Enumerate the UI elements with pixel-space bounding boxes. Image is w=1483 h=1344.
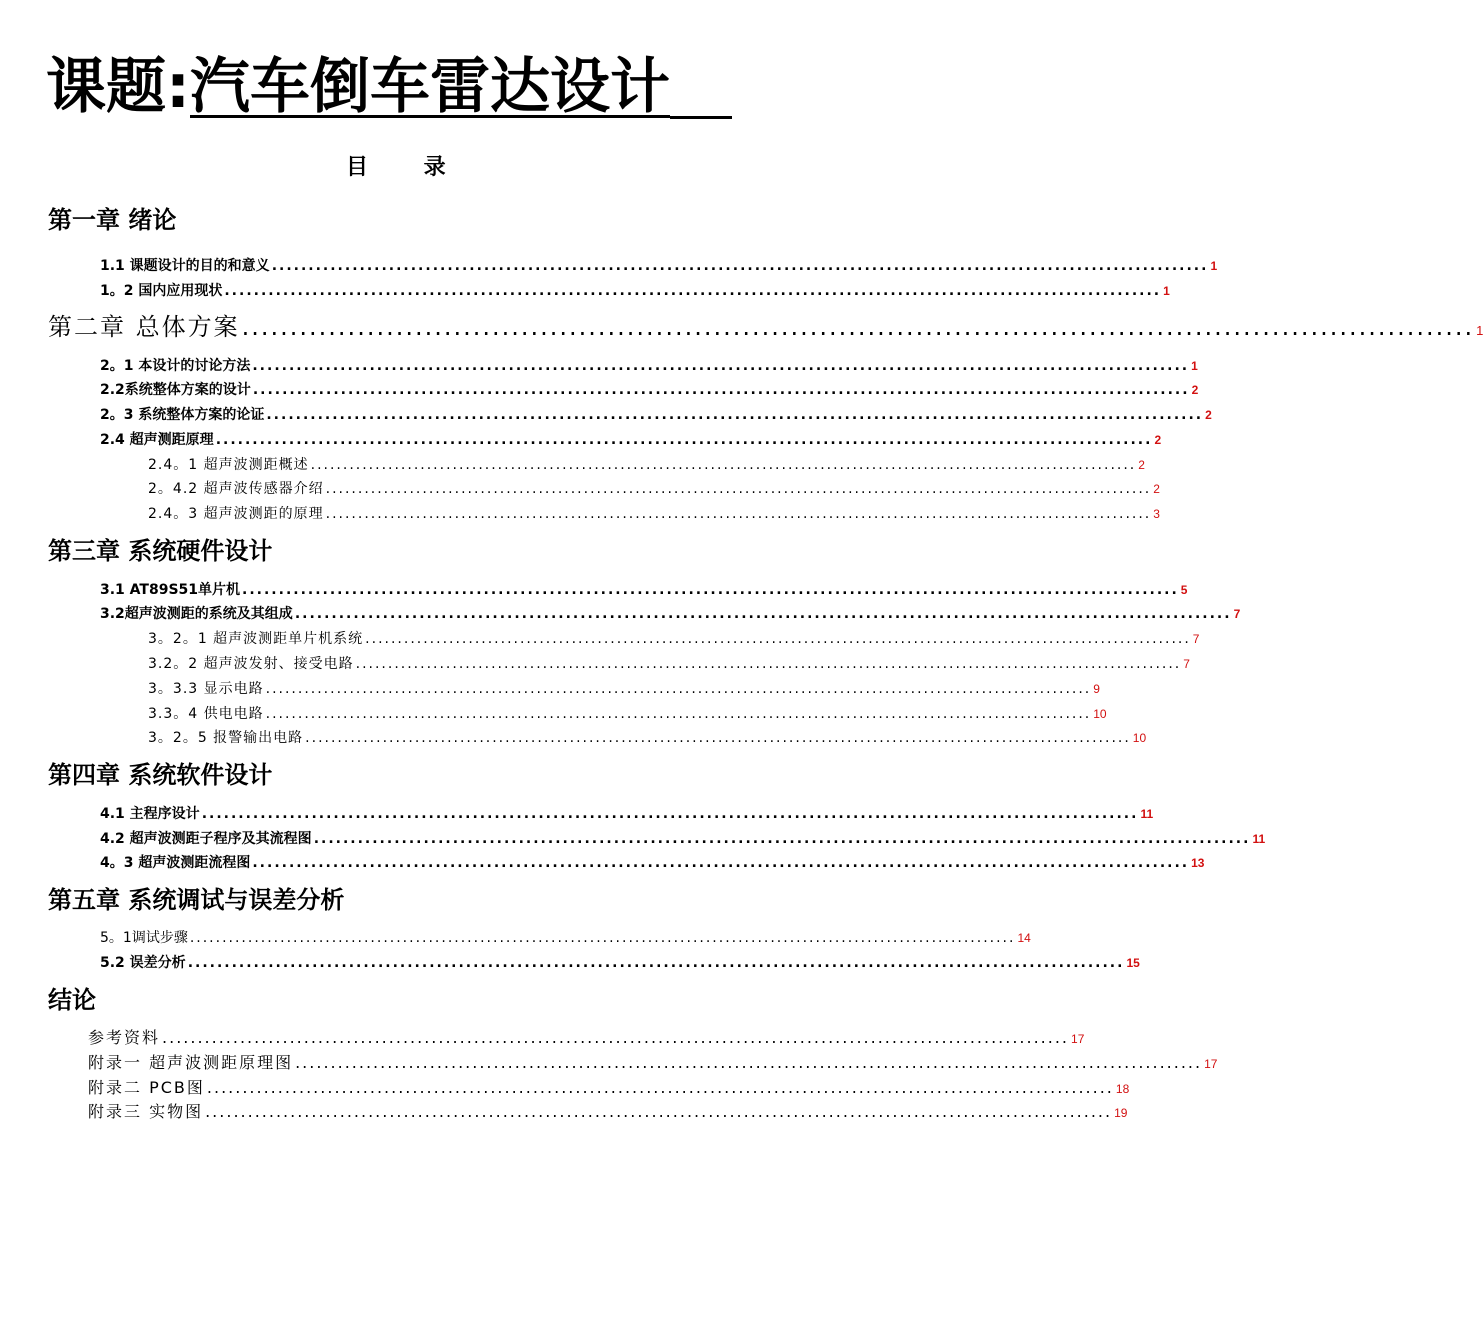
toc-page-number: 18 [1115, 1082, 1130, 1096]
conclusion-heading[interactable]: 结论 [48, 986, 96, 1014]
chapter-5-heading[interactable]: 第五章 系统调试与误差分析 [48, 886, 345, 914]
toc-entry-label: 2。3 系统整体方案的论证 [100, 407, 265, 423]
toc-page-number: 2 [1154, 433, 1162, 447]
toc-page-number: 7 [1192, 632, 1200, 646]
toc-entry-label: 3.2。2 超声波发射、接受电路 [148, 656, 354, 672]
toc-leader: ................................................................................................................................ [365, 631, 1191, 647]
toc-leader: ................................................................................................................................ [252, 855, 1190, 871]
toc-page-number: 1 [1163, 284, 1170, 298]
toc-entry-label: 附录二 PCB图 [88, 1078, 205, 1097]
toc-entry-references[interactable] [88, 1027, 1085, 1049]
toc-entry-label: 参考资料 [88, 1028, 161, 1047]
toc-page-number: 1 [1191, 359, 1198, 373]
toc-entry-label: 5.2 误差分析 [100, 955, 186, 971]
toc-page-number: 2 [1191, 383, 1199, 397]
toc-entry-label: 1。2 国内应用现状 [100, 283, 223, 299]
toc-entry-label: 2。4.2 超声波传感器介绍 [148, 481, 324, 497]
title-underline [670, 115, 732, 119]
toc-entry-5-2[interactable] [100, 952, 1140, 974]
toc-entry-5-1[interactable] [100, 927, 1031, 949]
toc-entry-label: 2.4。3 超声波测距的原理 [148, 506, 324, 522]
toc-page-number: 1 [1476, 323, 1483, 338]
toc-entry-label: 3。3.3 显示电路 [148, 681, 264, 697]
toc-entry-label: 2.2系统整体方案的设计 [100, 382, 251, 398]
title-prefix: 课题: [46, 52, 190, 122]
toc-page-number: 15 [1126, 956, 1140, 970]
toc-leader: ................................................................................................................................ [271, 258, 1209, 274]
toc-entry-2-4-2[interactable] [148, 478, 1160, 500]
toc-entry-label: 附录三 实物图 [88, 1102, 204, 1121]
toc-page-number: 17 [1071, 1032, 1085, 1046]
toc-entry-label: 4.2 超声波测距子程序及其流程图 [100, 831, 312, 847]
toc-leader: ................................................................................................................................ [295, 1053, 1203, 1072]
toc-leader: ................................................................................................................................ [215, 432, 1153, 448]
toc-entry-label: 1.1 课题设计的目的和意义 [100, 258, 270, 274]
chapter-1-heading[interactable]: 第一章 绪论 [48, 206, 177, 234]
toc-leader: ................................................................................................................................ [201, 806, 1139, 822]
toc-leader: ................................................................................................................................ [241, 313, 1475, 341]
toc-page-number: 2 [1153, 482, 1160, 496]
toc-entry-label: 3.2超声波测距的系统及其组成 [100, 606, 293, 622]
toc-leader: ................................................................................................................................ [294, 606, 1232, 622]
chapter-4-heading[interactable]: 第四章 系统软件设计 [48, 761, 273, 789]
toc-entry-3-2-1[interactable] [148, 628, 1200, 650]
toc-entry-2-2[interactable] [100, 379, 1199, 401]
toc-entry-2-4[interactable] [100, 429, 1162, 451]
toc-page-number: 7 [1183, 657, 1190, 671]
toc-leader: ................................................................................................................................ [189, 930, 1016, 946]
toc-leader: ................................................................................................................................ [325, 481, 1152, 497]
toc-page-number: 3 [1153, 507, 1160, 521]
toc-leader: ................................................................................................................................ [310, 457, 1137, 473]
toc-leader: ................................................................................................................................ [162, 1028, 1070, 1047]
toc-entry-1-2[interactable] [100, 280, 1170, 302]
toc-entry-chapter-2[interactable] [48, 312, 1483, 342]
toc-entry-4-2[interactable] [100, 828, 1266, 850]
toc-page-number: 19 [1114, 1106, 1128, 1120]
toc-page-number: 7 [1233, 607, 1241, 621]
toc-page-number: 13 [1191, 856, 1205, 870]
toc-page-number: 11 [1252, 832, 1266, 846]
toc-entry-3-2[interactable] [100, 603, 1241, 625]
toc-entry-label: 2.4 超声测距原理 [100, 432, 214, 448]
toc-entry-3-2-5[interactable] [148, 727, 1147, 749]
toc-leader: ................................................................................................................................ [242, 582, 1179, 598]
toc-page-number: 2 [1205, 408, 1212, 422]
toc-entry-2-1[interactable] [100, 355, 1198, 377]
toc-leader: ................................................................................................................................ [206, 1078, 1114, 1097]
toc-page-number: 14 [1017, 931, 1031, 945]
toc-leader: ................................................................................................................................ [266, 407, 1204, 423]
toc-entry-label: 3。2。1 超声波测距单片机系统 [148, 631, 364, 647]
toc-leader: ................................................................................................................................ [355, 656, 1182, 672]
toc-entry-appendix-3[interactable] [88, 1101, 1128, 1123]
toc-page-number: 1 [1210, 259, 1218, 273]
toc-entry-label: 4.1 主程序设计 [100, 806, 200, 822]
toc-entry-appendix-2[interactable] [88, 1077, 1130, 1099]
toc-entry-3-3-3[interactable] [148, 678, 1100, 700]
toc-page-number: 5 [1180, 583, 1188, 597]
toc-entry-label: 2。1 本设计的讨论方法 [100, 358, 251, 374]
toc-page-number: 10 [1132, 731, 1147, 745]
toc-entry-1-1[interactable] [100, 255, 1218, 277]
toc-leader: ................................................................................................................................ [265, 706, 1092, 722]
toc-heading: 目 录 [346, 155, 470, 180]
title-subject: 汽车倒车雷达设计 [190, 52, 670, 122]
toc-page-number: 17 [1204, 1057, 1218, 1071]
toc-leader: ................................................................................................................................ [313, 831, 1251, 847]
toc-leader: ................................................................................................................................ [325, 506, 1152, 522]
toc-leader: ................................................................................................................................ [224, 283, 1162, 299]
toc-entry-2-3[interactable] [100, 404, 1212, 426]
toc-entry-2-4-1[interactable] [148, 454, 1145, 476]
toc-entry-appendix-1[interactable] [88, 1052, 1218, 1074]
toc-entry-4-1[interactable] [100, 803, 1154, 825]
toc-entry-label: 第二章 总体方案 [48, 313, 240, 341]
toc-leader: ................................................................................................................................ [265, 681, 1092, 697]
toc-entry-label: 3.3。4 供电电路 [148, 706, 264, 722]
toc-leader: ................................................................................................................................ [205, 1102, 1113, 1121]
chapter-3-heading[interactable]: 第三章 系统硬件设计 [48, 537, 273, 565]
toc-entry-label: 4。3 超声波测距流程图 [100, 855, 251, 871]
toc-page-number: 9 [1093, 682, 1100, 696]
toc-page-number: 2 [1138, 458, 1145, 472]
toc-entry-label: 附录一 超声波测距原理图 [88, 1053, 294, 1072]
page-title [46, 50, 732, 124]
toc-entry-label: 3.1 AT89S51单片机 [100, 582, 241, 598]
toc-leader: ................................................................................................................................ [252, 382, 1190, 398]
toc-entry-3-2-2[interactable] [148, 653, 1190, 675]
toc-entry-3-3-4[interactable] [148, 703, 1107, 725]
toc-entry-label: 2.4。1 超声波测距概述 [148, 457, 309, 473]
toc-page-number: 11 [1140, 807, 1154, 821]
toc-leader: ................................................................................................................................ [305, 730, 1131, 746]
toc-entry-label: 5。1调试步骤 [100, 930, 188, 946]
toc-leader: ................................................................................................................................ [187, 955, 1125, 971]
toc-leader: ................................................................................................................................ [252, 358, 1190, 374]
toc-entry-3-1[interactable] [100, 579, 1188, 601]
toc-page-number: 10 [1093, 707, 1107, 721]
toc-entry-2-4-3[interactable] [148, 503, 1160, 525]
toc-entry-4-3[interactable] [100, 852, 1205, 874]
toc-entry-label: 3。2。5 报警输出电路 [148, 730, 304, 746]
